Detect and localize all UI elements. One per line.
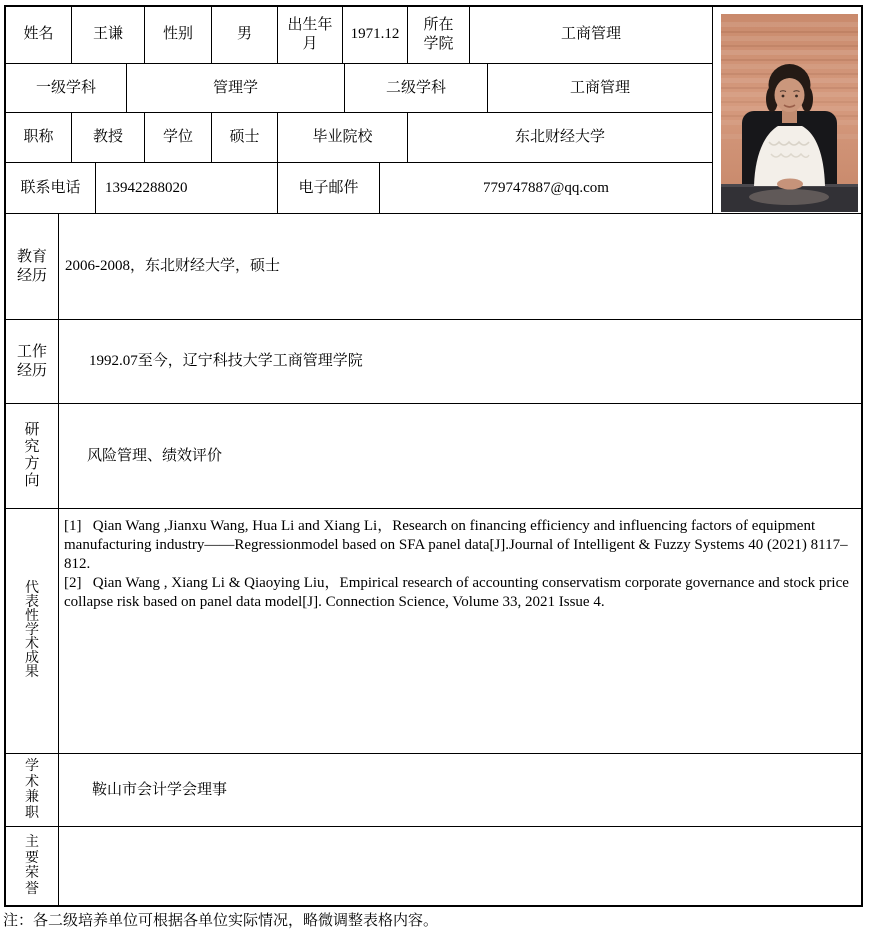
gender-value: 男: [212, 7, 278, 63]
row-basic-info: [6, 7, 712, 64]
publications-label: [6, 509, 59, 753]
research-label-text: 研究方向: [24, 422, 40, 489]
phone-value: 13942288020: [96, 163, 278, 213]
name-label: 姓名: [6, 7, 72, 63]
college-value: 工商管理: [560, 26, 621, 43]
row-disciplines: [6, 64, 712, 114]
row-academic-parttime: [6, 754, 861, 827]
education-label: [6, 214, 59, 319]
graduate-school-value: 东北财经大学: [514, 129, 605, 146]
publications-value: [59, 509, 861, 753]
photo-cell: [712, 7, 861, 213]
profile-photo: [721, 14, 858, 212]
work-value: 1992.07至今，辽宁科技大学工商管理学院: [89, 353, 363, 369]
primary-discipline-label: 一级学科: [6, 64, 127, 113]
birth-value: 1971.12: [343, 7, 408, 63]
college-label: [408, 7, 470, 63]
top-info-section: [6, 7, 861, 214]
work-label: [6, 320, 59, 403]
work-label-text: 工作经历: [16, 343, 47, 379]
row-research: [6, 404, 861, 509]
honors-label-text: 主要荣誉: [25, 835, 39, 897]
title-value: 教授: [72, 113, 145, 162]
graduate-school-label: 毕业院校: [278, 113, 408, 162]
primary-discipline-value: 管理学: [127, 64, 345, 113]
email-label: 电子邮件: [278, 163, 380, 213]
secondary-discipline-value: 工商管理: [569, 79, 630, 96]
gender-label: 性别: [145, 7, 212, 63]
academic-parttime-label-text: 学术兼职: [25, 759, 39, 821]
email-value: 779747887@qq.com: [483, 179, 609, 196]
resume-form-table: [4, 5, 863, 907]
top-info-grid: [6, 7, 712, 213]
phone-label: 联系电话: [6, 163, 96, 213]
row-publications: [6, 509, 861, 754]
publication-item-2: [2] Qian Wang , Xiang Li & Qiaoying Liu，Empirical research of accounting conservatism corporate governance and stock price collapse risk based on panel data model[J]. Connection Science, Volume 33, 2021 Issue 4.: [64, 575, 853, 610]
publication-item-1: [1] Qian Wang ,Jianxu Wang, Hua Li and Xiang Li，Research on financing efficiency and influencing factors of equipment manufacturing industry——Regressionmodel based on SFA panel data[J].Journal of Intelligent & Fuzzy Systems 40 (2021) 8117–812.: [64, 518, 848, 572]
name-value: 王谦: [72, 7, 145, 63]
education-label-text: 教育经历: [16, 248, 47, 284]
publications-label-text: 代表性学术成果: [25, 581, 39, 680]
footer-note: 注：各二级培养单位可根据各单位实际情况，略微调整表格内容。: [3, 913, 439, 929]
honors-label: [6, 827, 59, 905]
academic-parttime-label: [6, 754, 59, 826]
secondary-discipline-label: 二级学科: [345, 64, 488, 113]
college-label-text: 所在学院: [423, 16, 454, 52]
honors-value: [59, 827, 861, 905]
education-value: 2006-2008，东北财经大学，硕士: [65, 258, 280, 274]
birth-label: [278, 7, 343, 63]
birth-label-text: 出生年月: [287, 16, 333, 52]
row-contact: [6, 163, 712, 213]
research-value: 风险管理、绩效评价: [87, 447, 223, 464]
research-label: [6, 404, 59, 508]
row-title-degree: [6, 113, 712, 163]
degree-value: 硕士: [212, 113, 278, 162]
title-label: 职称: [6, 113, 72, 162]
row-honors: [6, 827, 861, 905]
row-education: [6, 214, 861, 320]
academic-parttime-value: 鞍山市会计学会理事: [92, 781, 228, 798]
degree-label: 学位: [145, 113, 212, 162]
row-work: [6, 320, 861, 404]
